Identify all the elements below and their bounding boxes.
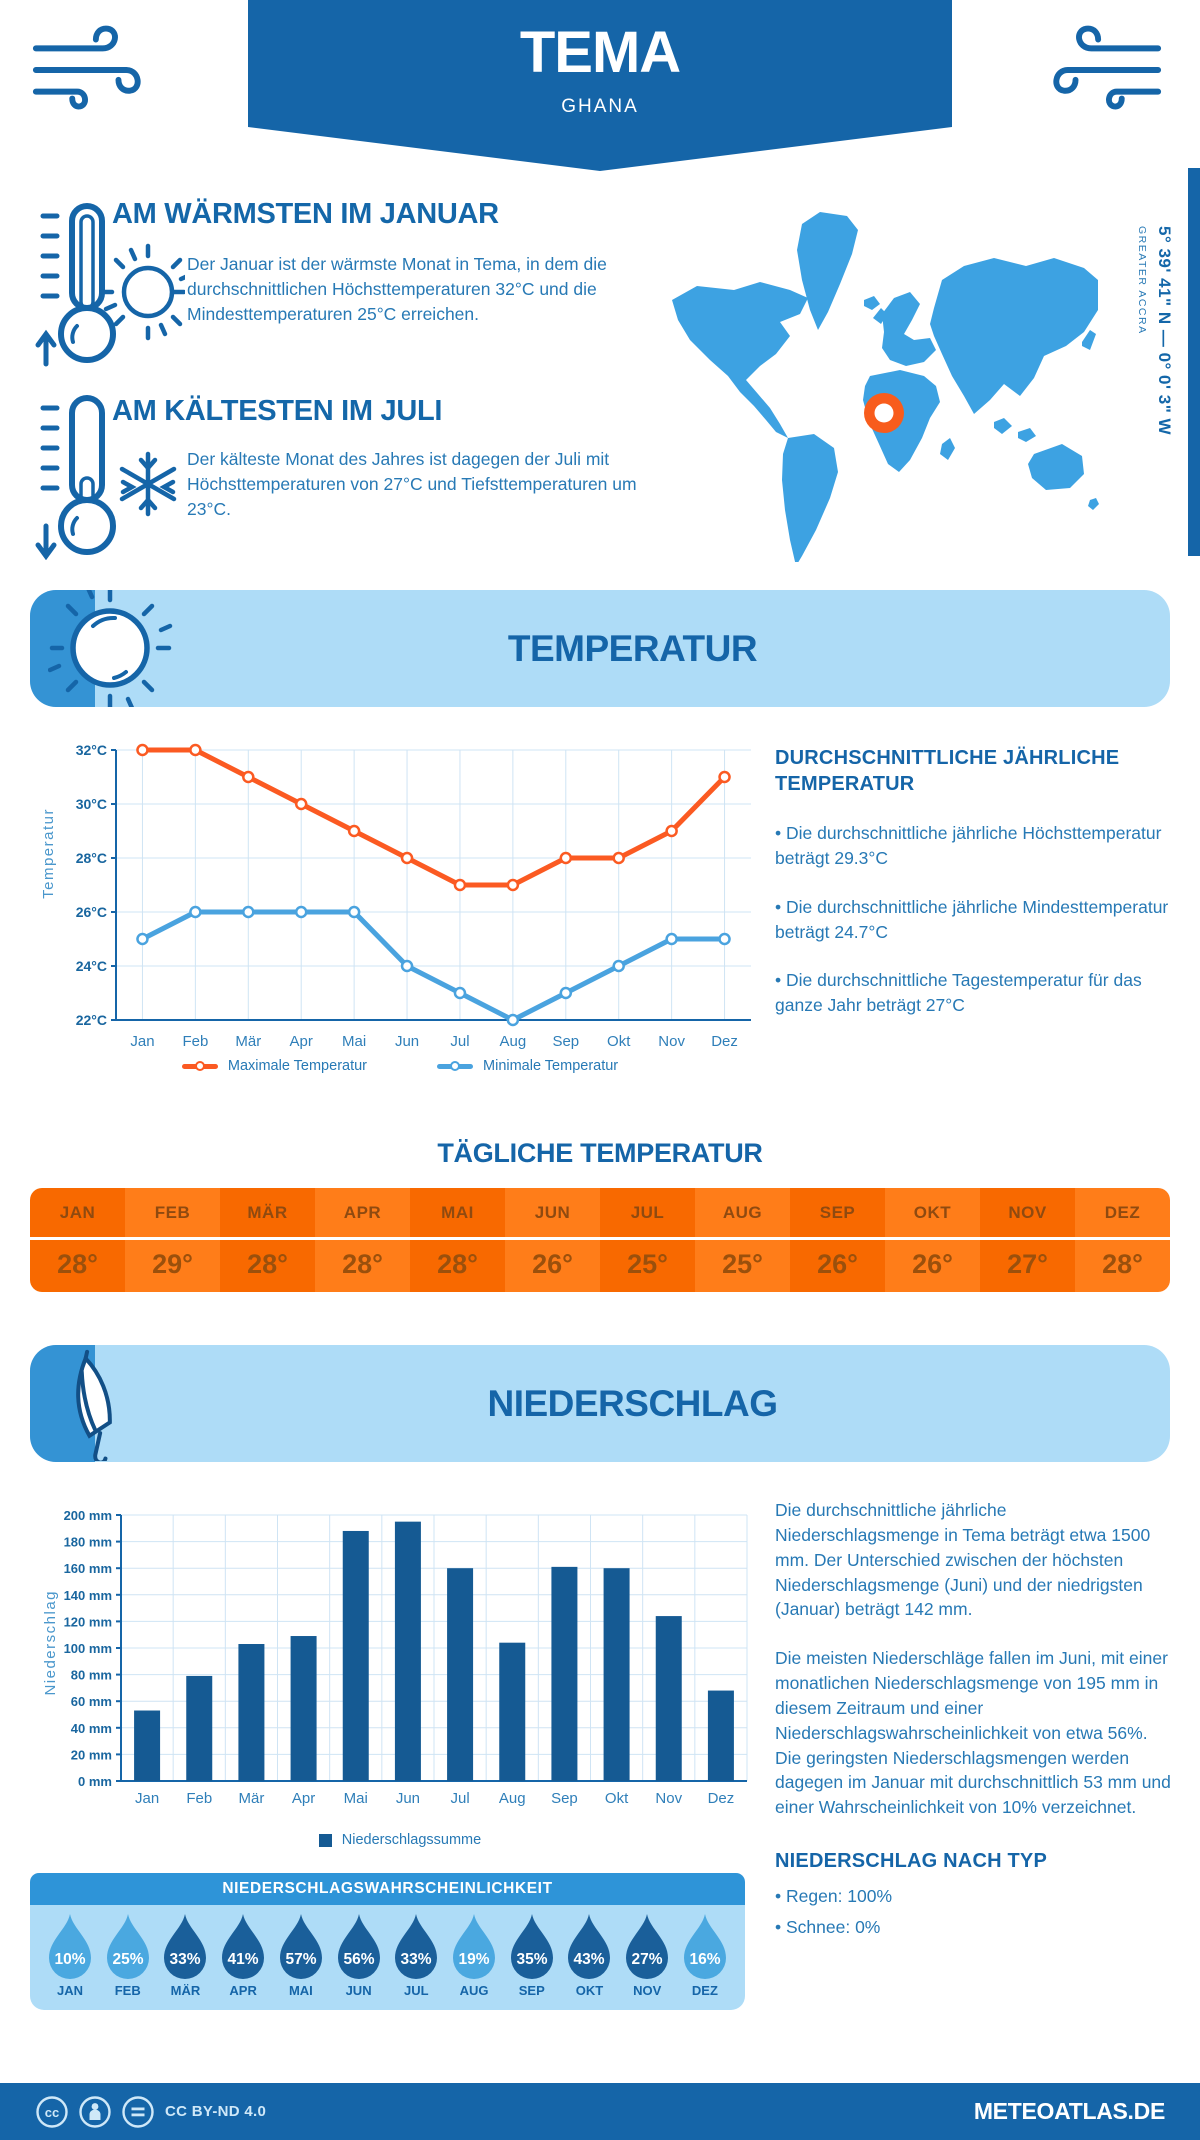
wind-icon-right (1048, 22, 1166, 118)
svg-text:Jul: Jul (450, 1790, 470, 1807)
svg-text:Okt: Okt (604, 1790, 629, 1807)
droplet-icon (106, 1913, 150, 1979)
world-map-landmass (672, 212, 1099, 562)
svg-text:Feb: Feb (182, 1033, 209, 1050)
svg-text:28°C: 28°C (75, 850, 107, 866)
annual-bullet-2: • Die durchschnittliche jährliche Mindesttemperatur beträgt 24.7°C (775, 895, 1175, 945)
precipitation-chart-ylabel: Niederschlag (42, 1590, 59, 1696)
probability-droplet-cell (333, 1913, 385, 1998)
warmest-text: Der Januar ist der wärmste Monat in Tema, in dem die durchschnittlichen Höchsttemperaturen 32°C und die Mindesttemperaturen 25°C erreichen. (187, 254, 607, 324)
daily-temp-column (410, 1188, 505, 1292)
svg-text:25%: 25% (112, 1951, 144, 1968)
annual-temperature-panel (775, 745, 1175, 1018)
daily-temp-value: 29° (152, 1249, 193, 1279)
daily-temp-column (980, 1188, 1075, 1292)
svg-text:Mai: Mai (343, 1790, 368, 1807)
droplet-icon (337, 1913, 381, 1979)
daily-temp-column (125, 1188, 220, 1292)
svg-text:Aug: Aug (499, 1033, 527, 1050)
daily-temp-column (885, 1188, 980, 1292)
svg-text:Mai: Mai (342, 1033, 367, 1050)
coordinates-text: 5° 39' 41" N — 0° 0' 3" W (1155, 226, 1174, 436)
daily-temp-value: 26° (912, 1249, 953, 1279)
probability-panel (30, 1873, 745, 2010)
probability-droplet-cell (506, 1913, 558, 1998)
precipitation-chart (55, 1503, 760, 1813)
svg-text:41%: 41% (227, 1951, 259, 1968)
svg-text:Aug: Aug (498, 1790, 526, 1807)
droplet-icon (625, 1913, 669, 1979)
probability-droplets (30, 1905, 745, 2010)
probability-droplet-cell (679, 1913, 731, 1998)
daily-temp-value: 27° (1007, 1249, 1048, 1279)
page-subtitle: GHANA (561, 95, 639, 117)
precip-paragraph-2: Die meisten Niederschläge fallen im Juni, mit einer monatlichen Niederschlagsmenge von 195 mm in diesem Zeitraum und einer Niederschlagswahrscheinlichkeit von etwa 56%. Die geringsten Niederschlagsmengen werden dagegen im Januar mit durchschnittlich 53 mm und einer Wahrscheinlichkeit von 10% verzeichnet. (775, 1648, 1171, 1818)
svg-text:180 mm: 180 mm (63, 1534, 112, 1550)
daily-temp-value: 28° (342, 1249, 383, 1279)
svg-text:0 mm: 0 mm (78, 1774, 112, 1789)
droplet-month-label: OKT (575, 1983, 604, 1998)
svg-text:24°C: 24°C (75, 958, 107, 974)
legend-item-precip (319, 1832, 481, 1848)
daily-temp-month: JUN (534, 1202, 571, 1222)
legend-item-max (182, 1058, 367, 1074)
svg-text:120 mm: 120 mm (63, 1614, 112, 1630)
droplet-icon (510, 1913, 554, 1979)
svg-text:16%: 16% (689, 1951, 721, 1968)
min-temp-line-swatch (437, 1064, 473, 1069)
daily-temp-month: SEP (819, 1202, 856, 1222)
temperature-chart-ylabel: Temperatur (40, 808, 57, 899)
daily-temp-month: MAI (441, 1202, 474, 1222)
droplet-month-label: JUL (404, 1983, 429, 1998)
daily-temp-column (220, 1188, 315, 1292)
precipitation-chart-legend (120, 1832, 680, 1848)
probability-droplet-cell (275, 1913, 327, 1998)
svg-text:Dez: Dez (707, 1790, 735, 1807)
svg-text:80 mm: 80 mm (70, 1667, 112, 1683)
max-temp-line-swatch (182, 1064, 218, 1069)
daily-temp-value: 25° (627, 1249, 668, 1279)
svg-text:30°C: 30°C (75, 796, 107, 812)
coldest-text: Der kälteste Monat des Jahres ist dagegen der Juli mit Höchsttemperaturen von 27°C und Tiefsttemperaturen um 23°C. (187, 449, 637, 519)
daily-temp-value: 28° (437, 1249, 478, 1279)
droplet-month-label: SEP (518, 1983, 545, 1998)
legend-label-precip: Niederschlagssumme (341, 1832, 482, 1848)
location-marker-center (875, 404, 894, 423)
droplet-icon (163, 1913, 207, 1979)
probability-heading: NIEDERSCHLAGSWAHRSCHEINLICHKEIT (30, 1873, 745, 1905)
svg-text:27%: 27% (631, 1951, 663, 1968)
precipitation-text-panel (775, 1498, 1175, 1940)
svg-text:Apr: Apr (289, 1033, 313, 1050)
snowflake-icon (122, 454, 174, 514)
svg-text:Nov: Nov (655, 1790, 683, 1807)
precip-swatch (319, 1834, 332, 1847)
temperature-section-title: TEMPERATUR (507, 627, 758, 669)
daily-temp-month: MÄR (247, 1202, 288, 1222)
max-temp-dot-swatch (195, 1061, 205, 1071)
daily-temp-value: 28° (57, 1249, 98, 1279)
svg-text:Jan: Jan (130, 1033, 155, 1050)
cc-by-person-icon (78, 2095, 112, 2129)
daily-temp-column (315, 1188, 410, 1292)
droplet-month-label: MAI (288, 1983, 313, 1998)
droplet-month-label: FEB (114, 1983, 141, 1998)
svg-text:Dez: Dez (711, 1033, 738, 1050)
coldest-heading: AM KÄLTESTEN IM JULI (112, 395, 443, 427)
svg-text:Okt: Okt (607, 1033, 631, 1050)
precip-type-snow: • Schnee: 0% (775, 1915, 1175, 1940)
svg-text:26°C: 26°C (75, 904, 107, 920)
cc-icon (35, 2095, 69, 2129)
svg-text:32°C: 32°C (75, 742, 107, 758)
daily-temp-value: 26° (817, 1249, 858, 1279)
probability-droplet-cell (448, 1913, 500, 1998)
temperature-section-banner (30, 590, 1170, 707)
droplet-month-label: APR (229, 1983, 257, 1998)
precip-type-rain: • Regen: 100% (775, 1884, 1175, 1909)
daily-temp-value: 25° (722, 1249, 763, 1279)
precipitation-section-title: NIEDERSCHLAG (487, 1382, 778, 1424)
svg-text:Jan: Jan (134, 1790, 160, 1807)
droplet-month-label: NOV (633, 1983, 662, 1998)
min-temp-dot-swatch (450, 1061, 460, 1071)
annual-bullet-1: • Die durchschnittliche jährliche Höchsttemperatur beträgt 29.3°C (775, 821, 1175, 871)
daily-temp-month: DEZ (1104, 1202, 1141, 1222)
daily-temp-column (1075, 1188, 1170, 1292)
daily-temp-column (600, 1188, 695, 1292)
legend-item-min (437, 1058, 618, 1074)
droplet-month-label: AUG (459, 1983, 489, 1998)
header-banner-chevron (248, 127, 952, 171)
svg-text:Mär: Mär (235, 1033, 262, 1050)
daily-temp-column (30, 1188, 125, 1292)
daily-temp-month: NOV (1008, 1202, 1047, 1222)
droplet-icon (567, 1913, 611, 1979)
svg-text:Mär: Mär (238, 1790, 265, 1807)
temperature-chart (58, 738, 758, 1058)
daily-temp-table (30, 1188, 1170, 1292)
probability-droplet-cell (621, 1913, 673, 1998)
svg-text:160 mm: 160 mm (63, 1561, 112, 1577)
annual-panel-heading: DURCHSCHNITTLICHE JÄHRLICHE TEMPERATUR (775, 747, 1120, 795)
droplet-icon (48, 1913, 92, 1979)
svg-text:40 mm: 40 mm (70, 1720, 112, 1736)
svg-text:Nov: Nov (658, 1033, 685, 1050)
svg-text:Jun: Jun (395, 1790, 421, 1807)
daily-temp-column (695, 1188, 790, 1292)
cc-license-icons (35, 2095, 155, 2129)
droplet-month-label: JUN (345, 1983, 372, 1998)
daily-temp-value: 28° (1102, 1249, 1143, 1279)
droplet-month-label: MÄR (170, 1983, 201, 1998)
svg-text:Sep: Sep (552, 1033, 580, 1050)
svg-text:57%: 57% (285, 1951, 317, 1968)
daily-temp-month: JUL (630, 1202, 665, 1222)
daily-temperature-heading: TÄGLICHE TEMPERATUR (437, 1138, 763, 1168)
svg-text:200 mm: 200 mm (63, 1508, 112, 1523)
svg-text:cc: cc (44, 2104, 60, 2120)
droplet-icon (279, 1913, 323, 1979)
svg-text:22°C: 22°C (75, 1012, 107, 1028)
daily-temp-month: FEB (154, 1202, 191, 1222)
svg-text:100 mm: 100 mm (63, 1641, 112, 1656)
svg-text:56%: 56% (343, 1951, 375, 1968)
probability-droplet-cell (217, 1913, 269, 1998)
probability-droplet-cell (159, 1913, 211, 1998)
daily-temp-value: 28° (247, 1249, 288, 1279)
svg-text:Sep: Sep (551, 1790, 578, 1807)
cc-nd-icon (121, 2095, 155, 2129)
svg-text:Apr: Apr (291, 1790, 316, 1807)
page-title: TEMA (519, 19, 681, 85)
daily-temp-column (790, 1188, 885, 1292)
sun-icon (102, 246, 185, 338)
precip-type-heading: NIEDERSCHLAG NACH TYP (775, 1850, 1047, 1873)
probability-droplet-cell (44, 1913, 96, 1998)
svg-text:10%: 10% (54, 1951, 86, 1968)
daily-temp-month: OKT (913, 1202, 952, 1222)
site-name: METEOATLAS.DE (973, 2098, 1165, 2124)
svg-text:19%: 19% (458, 1951, 490, 1968)
precipitation-section-banner (30, 1345, 1170, 1462)
svg-text:20 mm: 20 mm (70, 1747, 112, 1763)
region-text: GREATER ACCRA (1136, 226, 1148, 335)
droplet-icon (683, 1913, 727, 1979)
precip-paragraph-1: Die durchschnittliche jährliche Niederschlagsmenge in Tema beträgt etwa 1500 mm. Der Unterschied zwischen der höchsten Niederschlagsmenge (Juni) und der niedrigsten (Januar) beträgt 142 mm. (775, 1500, 1151, 1620)
svg-text:35%: 35% (516, 1951, 548, 1968)
daily-temp-table-separator (30, 1237, 1170, 1240)
droplet-month-label: JAN (56, 1983, 83, 1998)
svg-text:33%: 33% (169, 1951, 201, 1968)
droplet-month-label: DEZ (691, 1983, 718, 1998)
svg-text:Feb: Feb (186, 1790, 213, 1807)
probability-droplet-cell (102, 1913, 154, 1998)
droplet-icon (394, 1913, 438, 1979)
droplet-icon (452, 1913, 496, 1979)
temperature-chart-legend (120, 1058, 680, 1074)
daily-temp-column (505, 1188, 600, 1292)
droplet-icon (221, 1913, 265, 1979)
probability-droplet-cell (390, 1913, 442, 1998)
daily-temp-month: APR (343, 1202, 382, 1222)
license-text: CC BY-ND 4.0 (165, 2103, 267, 2120)
warmest-heading: AM WÄRMSTEN IM JANUAR (112, 198, 499, 230)
svg-text:Jun: Jun (394, 1033, 420, 1050)
world-map (642, 182, 1100, 562)
svg-text:60 mm: 60 mm (70, 1694, 112, 1710)
coordinate-side-bar (1188, 168, 1200, 556)
header-banner (248, 0, 952, 127)
annual-bullet-3: • Die durchschnittliche Tagestemperatur für das ganze Jahr beträgt 27°C (775, 968, 1175, 1018)
svg-text:43%: 43% (573, 1951, 605, 1968)
daily-temp-value: 26° (532, 1249, 573, 1279)
daily-temp-month: AUG (722, 1202, 763, 1222)
footer (0, 2083, 1200, 2140)
svg-text:Jul: Jul (450, 1033, 470, 1050)
wind-icon-left (28, 22, 146, 118)
coordinates-block (1136, 226, 1174, 576)
svg-text:33%: 33% (400, 1951, 432, 1968)
daily-temp-month: JAN (59, 1202, 96, 1222)
legend-label-max: Maximale Temperatur (227, 1058, 368, 1074)
probability-droplet-cell (563, 1913, 615, 1998)
legend-label-min: Minimale Temperatur (483, 1058, 619, 1074)
svg-text:140 mm: 140 mm (63, 1587, 112, 1603)
